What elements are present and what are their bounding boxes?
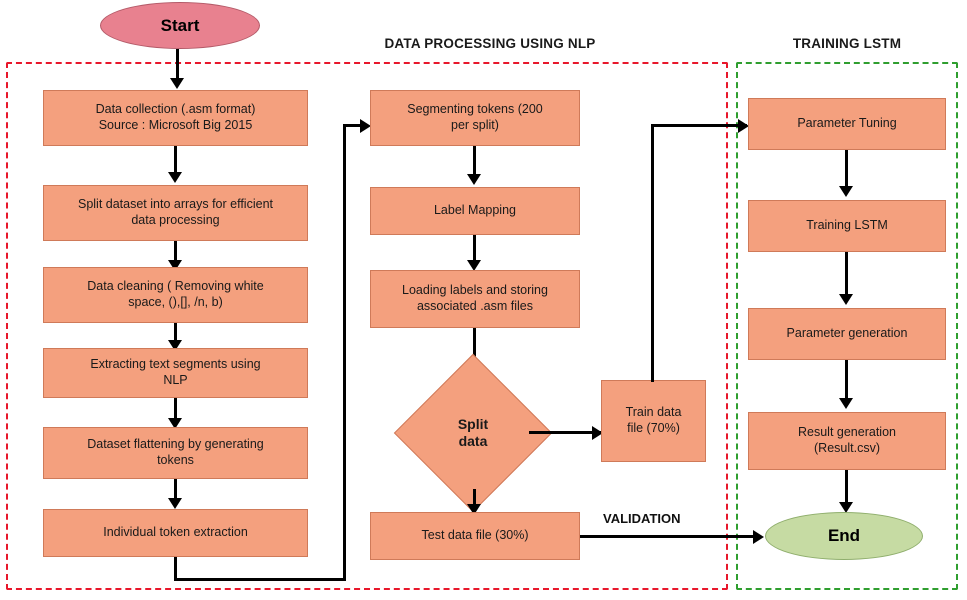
process-label-mapping bbox=[370, 187, 580, 235]
process-extract-text-segments bbox=[43, 348, 308, 398]
data-train-file bbox=[601, 380, 706, 462]
process-loading-labels bbox=[370, 270, 580, 328]
process-parameter-generation bbox=[748, 308, 946, 360]
end-label: End bbox=[827, 526, 861, 545]
process-data-cleaning-line1: Data cleaning ( Removing white bbox=[87, 279, 264, 294]
connector-train-to-lstm bbox=[651, 124, 747, 127]
decision-label-line1: Split bbox=[457, 416, 489, 433]
connector-decision-to-train bbox=[529, 431, 601, 434]
process-result-generation-line2: (Result.csv) bbox=[814, 441, 880, 455]
connector-r2-r3 bbox=[845, 252, 848, 298]
process-parameter-tuning-line1: Parameter Tuning bbox=[797, 116, 897, 131]
data-train-file-line1: Train data bbox=[625, 405, 682, 420]
arrowhead-test-to-end bbox=[753, 530, 764, 544]
process-data-collection-line2: Source : Microsoft Big 2015 bbox=[98, 118, 253, 132]
process-data-collection bbox=[43, 90, 308, 146]
process-individual-token-extraction-line1: Individual token extraction bbox=[103, 525, 248, 540]
data-test-file-line1: Test data file (30%) bbox=[421, 528, 529, 543]
data-test-file bbox=[370, 512, 580, 560]
process-dataset-flattening-line2: tokens bbox=[157, 453, 194, 467]
process-loading-labels-line2: associated .asm files bbox=[416, 299, 533, 313]
process-label-mapping-line1: Label Mapping bbox=[433, 203, 516, 218]
data-train-file-line2: file (70%) bbox=[627, 421, 680, 435]
arrowhead-r1-r2 bbox=[839, 186, 853, 197]
arrowhead-start-to-step1 bbox=[170, 78, 184, 89]
arrowhead-r2-r3 bbox=[839, 294, 853, 305]
process-segmenting-tokens-line1: Segmenting tokens (200 bbox=[407, 102, 543, 117]
connector-r4-end bbox=[845, 470, 848, 506]
arrowhead-r3-r4 bbox=[839, 398, 853, 409]
process-segmenting-tokens-line2: per split) bbox=[451, 118, 499, 132]
region-title-lstm: TRAINING LSTM bbox=[792, 36, 902, 51]
process-training-lstm bbox=[748, 200, 946, 252]
process-split-dataset bbox=[43, 185, 308, 241]
process-loading-labels-line1: Loading labels and storing bbox=[402, 283, 548, 298]
connector-test-to-end bbox=[580, 535, 760, 538]
process-training-lstm-line1: Training LSTM bbox=[806, 218, 888, 233]
region-title-nlp: DATA PROCESSING USING NLP bbox=[384, 36, 596, 51]
process-result-generation-line1: Result generation bbox=[798, 425, 896, 440]
process-parameter-generation-line1: Parameter generation bbox=[786, 326, 908, 341]
start-terminator bbox=[100, 2, 260, 49]
connector-up-to-middle bbox=[343, 124, 346, 581]
process-split-dataset-line2: data processing bbox=[131, 213, 220, 227]
process-extract-text-segments-line1: Extracting text segments using bbox=[90, 357, 261, 372]
process-data-cleaning bbox=[43, 267, 308, 323]
connector-train-up bbox=[651, 124, 654, 382]
connector-left-bottom-right bbox=[174, 578, 346, 581]
arrowhead-l1-l2 bbox=[168, 172, 182, 183]
arrowhead-l5-l6 bbox=[168, 498, 182, 509]
process-dataset-flattening-line1: Dataset flattening by generating bbox=[87, 437, 264, 452]
start-label: Start bbox=[160, 15, 200, 35]
decision-label bbox=[417, 377, 529, 489]
process-extract-text-segments-line2: NLP bbox=[163, 373, 188, 387]
connector-r3-r4 bbox=[845, 360, 848, 402]
end-terminator bbox=[765, 512, 923, 560]
edge-label-validation: VALIDATION bbox=[603, 511, 681, 526]
decision-label-line2: data bbox=[458, 433, 488, 449]
process-dataset-flattening bbox=[43, 427, 308, 479]
connector-r1-r2 bbox=[845, 150, 848, 190]
process-result-generation bbox=[748, 412, 946, 470]
decision-split-data bbox=[417, 377, 529, 489]
process-data-collection-line1: Data collection (.asm format) bbox=[95, 102, 256, 117]
process-split-dataset-line1: Split dataset into arrays for efficient bbox=[77, 197, 273, 212]
process-parameter-tuning bbox=[748, 98, 946, 150]
arrowhead-m1-m2 bbox=[467, 174, 481, 185]
process-data-cleaning-line2: space, (),[], /n, b) bbox=[128, 295, 223, 309]
process-individual-token-extraction bbox=[43, 509, 308, 557]
process-segmenting-tokens bbox=[370, 90, 580, 146]
